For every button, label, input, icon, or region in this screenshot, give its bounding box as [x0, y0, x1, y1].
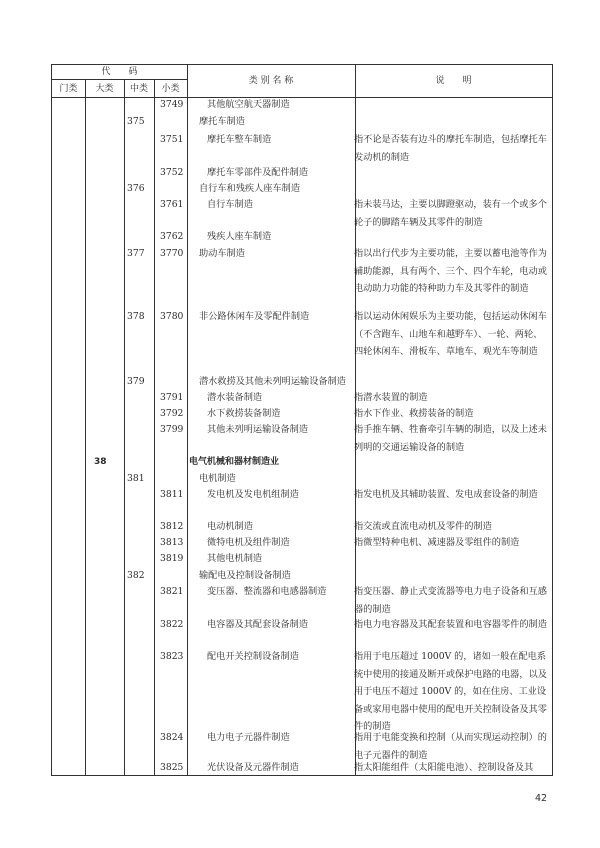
table-row-code: 3812	[160, 521, 184, 532]
table-row-code: 3792	[160, 408, 184, 419]
table-row-code: 379	[127, 376, 145, 387]
table-row-code: 3770	[160, 248, 184, 259]
table-row-code: 382	[127, 570, 145, 581]
table-row-name: 其他航空航天器制造	[207, 99, 290, 110]
table-row-code: 3821	[160, 586, 184, 597]
table-row-code: 3819	[160, 553, 184, 564]
table-row-name: 电机制造	[199, 473, 236, 484]
header-xiao: 小类	[161, 84, 180, 94]
table-row-name: 摩托车制造	[199, 116, 245, 127]
col-divider	[187, 65, 188, 775]
table-row-desc: 指手推车辆、牲畜牵引车辆的制造，以及上述未列明的交通运输设备的制造	[354, 424, 547, 453]
table-row-name: 摩托车零部件及配件制造	[207, 167, 309, 178]
table-row-name: 微特电机及组件制造	[207, 537, 290, 548]
table-row-code: 3791	[160, 392, 184, 403]
table-row-name: 发电机及发电机组制造	[207, 489, 299, 500]
header-bottom-line	[52, 97, 552, 98]
table-row-name: 配电开关控制设备制造	[207, 651, 299, 662]
table-row-name: 其他电机制造	[207, 553, 263, 564]
table-row-desc: 指潜水装置的制造	[354, 392, 428, 403]
table-row-desc: 指以出行代步为主要功能，主要以蓄电池等作为辅助能源，具有两个、三个、四个车轮，电动或电动助力功能的特种助力车及其零件的制造	[354, 248, 547, 295]
table-row-desc: 指用于电能变换和控制（从而实现运动控制）的电子元器件的制造	[354, 732, 547, 761]
col-divider	[85, 79, 86, 775]
table-row-name: 非公路休闲车及零配件制造	[199, 311, 310, 322]
table-row-desc: 指以运动休闲娱乐为主要功能，包括运动休闲车（不含跑车、山地车和越野车）、一轮、两轮、四轮休闲车、滑板车、草地车、观光车等制造	[354, 311, 547, 358]
table-row-code: 3813	[160, 537, 184, 548]
table-row-name: 水下救捞装备制造	[207, 408, 281, 419]
table-row-name: 自行车制造	[207, 199, 253, 210]
table-row-desc: 指太阳能组件（太阳能电池）、控制设备及其	[354, 762, 534, 773]
table-row-code: 3822	[160, 619, 184, 630]
table-row-code: 3780	[160, 311, 184, 322]
table-row-code: 38	[94, 457, 107, 467]
table-row-code: 3823	[160, 651, 184, 662]
table-row-name: 助动车制造	[199, 248, 245, 259]
table-row-name: 光伏设备及元器件制造	[207, 762, 299, 773]
table-row-code: 3752	[160, 167, 184, 178]
table-row-code: 377	[127, 248, 145, 259]
table-row-code: 375	[127, 116, 145, 127]
table-row-desc: 指不论是否装有边斗的摩托车制造，包括摩托车发动机的制造	[354, 134, 547, 163]
header-name: 类 别 名 称	[248, 76, 294, 86]
table-row-name: 电力电子元器件制造	[207, 732, 290, 743]
col-divider	[154, 79, 155, 775]
table-row-name: 变压器、整流器和电感器制造	[207, 586, 327, 597]
table-row-desc: 指用于电压超过 1000V 的，诸如一般在配电系统中使用的接通及断开或保护电路的电器，以及用于电压不超过 1000V 的，如在住房、工业设备或家用电器中使用的配电开关控制设备及其零件的制造	[354, 651, 547, 733]
header-code: 代 码	[101, 67, 138, 77]
table-row-code: 3762	[160, 231, 184, 242]
table-row-desc: 指电力电容器及其配套装置和电容器零件的制造	[354, 619, 547, 630]
table-row-desc: 指未装马达，主要以脚蹬驱动，装有一个或多个轮子的脚踏车辆及其零件的制造	[354, 199, 547, 228]
table-row-name: 自行车和残疾人座车制造	[199, 183, 301, 194]
table-row-code: 3749	[160, 99, 184, 110]
header-men: 门类	[59, 84, 78, 94]
table-row-name: 潜水救捞及其他未列明运输设备制造	[199, 376, 346, 387]
table-row-code: 3825	[160, 762, 184, 773]
table-row-name: 其他未列明运输设备制造	[207, 424, 309, 435]
table-row-code: 3751	[160, 134, 184, 145]
table-row-code: 376	[127, 183, 145, 194]
header-zhong: 中类	[129, 84, 148, 94]
table-row-code: 378	[127, 311, 145, 322]
table-row-name: 摩托车整车制造	[207, 134, 272, 145]
table-row-name: 电容器及其配套设备制造	[207, 619, 309, 630]
table-row-desc: 指发电机及其辅助装置、发电成套设备的制造	[354, 489, 538, 500]
table-row-name: 潜水装备制造	[207, 392, 263, 403]
table-row-code: 3824	[160, 732, 184, 743]
table-row-desc: 指水下作业、救捞装备的制造	[354, 408, 474, 419]
table-row-code: 3799	[160, 424, 184, 435]
table-row-name: 电气机械和器材制造业	[189, 457, 280, 467]
table-row-code: 3811	[160, 489, 184, 500]
col-divider	[124, 79, 125, 775]
table-row-code: 3761	[160, 199, 184, 210]
table-row-name: 电动机制造	[207, 521, 253, 532]
header-divider	[52, 79, 187, 80]
table-row-desc: 指变压器、静止式变流器等电力电子设备和互感器的制造	[354, 586, 547, 615]
table-row-name: 输配电及控制设备制造	[199, 570, 291, 581]
table-row-desc: 指微型特种电机、减速器及零组件的制造	[354, 537, 520, 548]
table-row-code: 381	[127, 473, 145, 484]
table-row-desc: 指交流或直流电动机及零件的制造	[354, 521, 492, 532]
page-number: 42	[535, 793, 548, 804]
header-desc: 说 明	[435, 76, 472, 86]
table-row-name: 残疾人座车制造	[207, 231, 272, 242]
header-da: 大类	[95, 84, 114, 94]
